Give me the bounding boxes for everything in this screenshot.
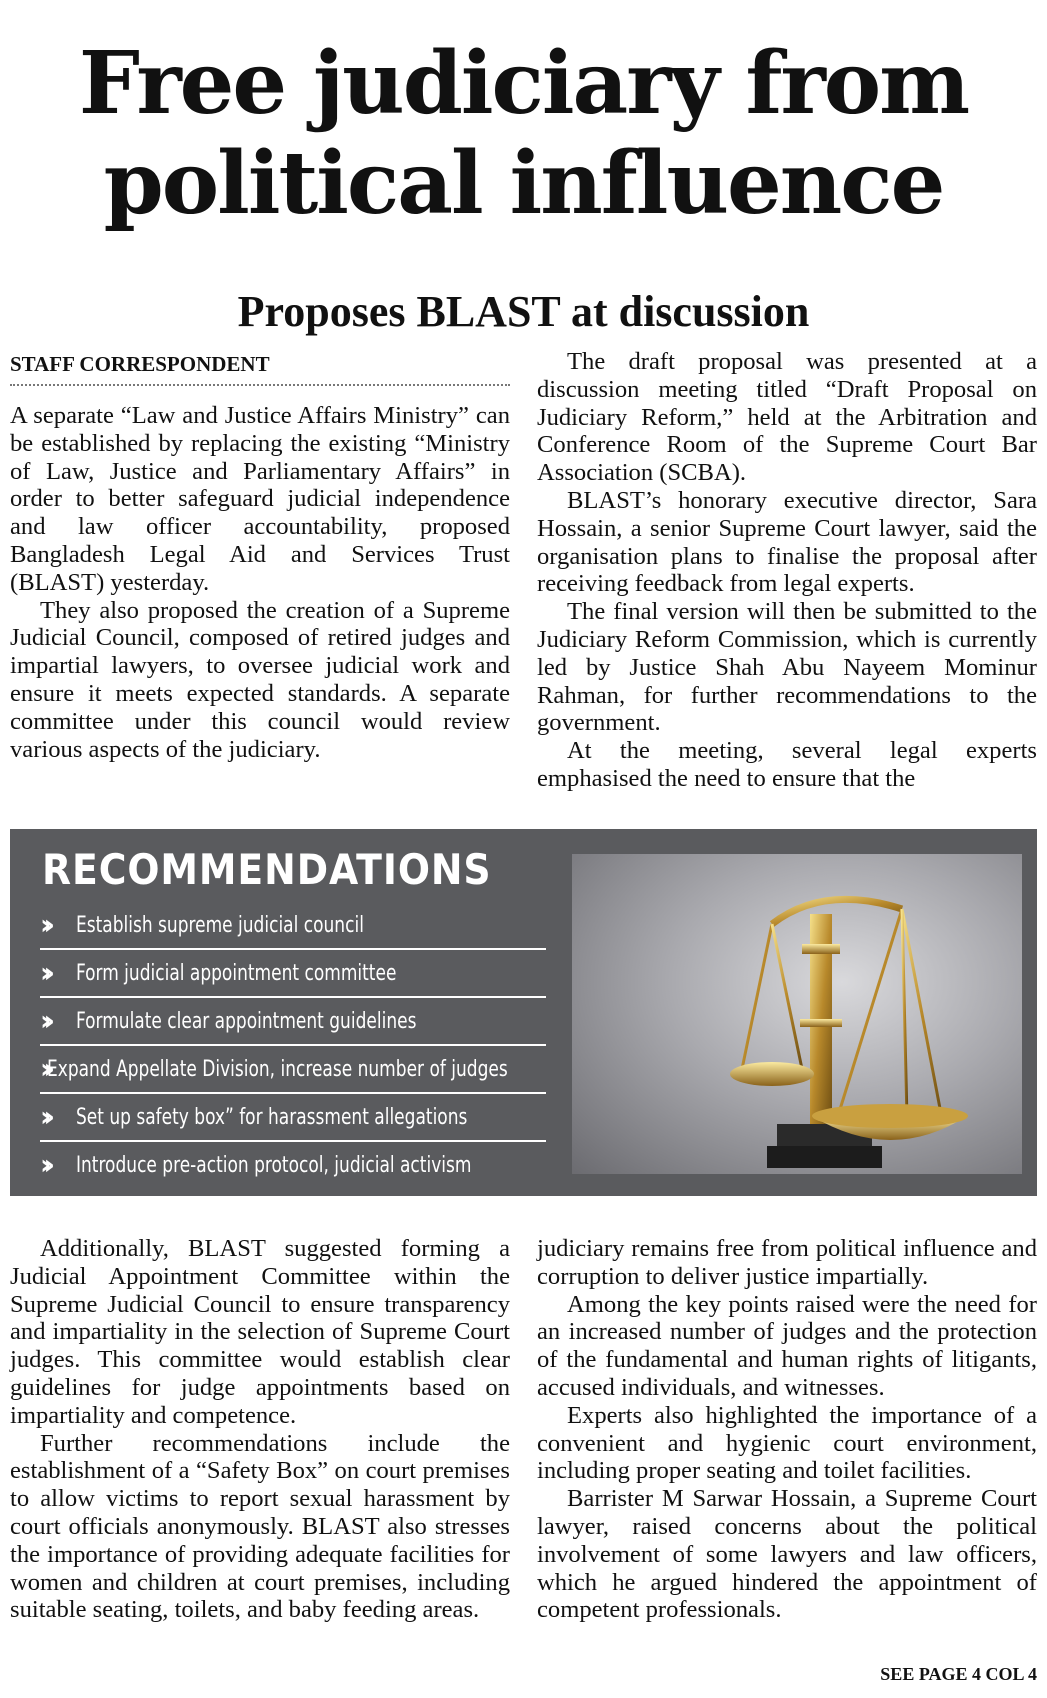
- double-chevron-right-icon: ››: [40, 956, 48, 989]
- scales-of-justice-icon: [572, 854, 1022, 1174]
- recommendation-text: Introduce pre-action protocol, judicial activism: [76, 1152, 472, 1178]
- recommendations-list: [40, 902, 546, 1188]
- recommendation-item: [40, 950, 546, 998]
- headline-line-2: political influence: [103, 133, 944, 234]
- recommendation-item: [40, 998, 546, 1046]
- paragraph: judiciary remains free from political influence and corruption to deliver justice impartially.: [537, 1235, 1037, 1290]
- byline: STAFF CORRESPONDENT: [10, 352, 510, 386]
- double-chevron-right-icon: ››: [40, 1004, 48, 1037]
- article-column-2: [537, 348, 1037, 793]
- recommendation-item: [40, 902, 546, 950]
- double-chevron-right-icon: ››: [40, 908, 48, 941]
- paragraph: Barrister M Sarwar Hossain, a Supreme Court lawyer, raised concerns about the political involvement of some lawyers and law officers, which he argued hindered the appointment of competent professionals.: [537, 1485, 1037, 1624]
- paragraph: Experts also highlighted the importance of a convenient and hygienic court environment, including proper seating and toilet facilities.: [537, 1401, 1037, 1485]
- paragraph: A separate “Law and Justice Affairs Ministry” can be established by replacing the existing “Ministry of Law, Justice and Parliamentary Affairs” in order to better safeguard judicial independence and law officer accountability, proposed Bangladesh Legal Aid and Services Trust (BLAST) yesterday.: [10, 402, 510, 596]
- double-chevron-right-icon: ››: [40, 1100, 48, 1133]
- recommendation-text: Expand Appellate Division, increase number of judges: [47, 1056, 508, 1082]
- recommendation-text: Set up safety box” for harassment allegations: [76, 1104, 468, 1130]
- article-column-3: [10, 1235, 510, 1624]
- recommendation-item: [40, 1142, 546, 1188]
- paragraph: The draft proposal was presented at a discussion meeting titled “Draft Proposal on Judiciary Reform,” held at the Arbitration and Conference Room of the Supreme Court Bar Association (SCBA).: [537, 348, 1037, 487]
- paragraph: Among the key points raised were the need for an increased number of judges and the protection of the fundamental and human rights of litigants, accused individuals, and witnesses.: [537, 1290, 1037, 1401]
- paragraph: They also proposed the creation of a Supreme Judicial Council, composed of retired judges and impartial lawyers, to oversee judicial work and ensure it meets expected standards. A separate committee under this council would review various aspects of the judiciary.: [10, 596, 510, 763]
- scales-of-justice-image: [572, 854, 1022, 1174]
- double-chevron-right-icon: ››: [40, 1148, 48, 1181]
- article-column-4: [537, 1235, 1037, 1624]
- paragraph: The final version will then be submitted to the Judiciary Reform Commission, which is currently led by Justice Shah Abu Nayeem Mominur Rahman, for further recommendations to the government.: [537, 598, 1037, 737]
- paragraph: Additionally, BLAST suggested forming a Judicial Appointment Committee within the Supreme Judicial Council to ensure transparency and impartiality in the selection of Supreme Court judges. This committee would establish clear guidelines for judge appointments based on impartiality and competence.: [10, 1235, 510, 1429]
- recommendation-text: Formulate clear appointment guidelines: [76, 1008, 417, 1034]
- subheadline: Proposes BLAST at discussion: [237, 287, 810, 336]
- headline-line-1: Free judiciary from: [78, 33, 969, 134]
- recommendations-box: [10, 829, 1037, 1196]
- recommendation-item: [40, 1046, 546, 1094]
- recommendation-text: Form judicial appointment committee: [76, 960, 397, 986]
- article-column-1: [10, 402, 510, 763]
- headline: [0, 34, 1047, 234]
- recommendation-item: [40, 1094, 546, 1142]
- paragraph: At the meeting, several legal experts emphasised the need to ensure that the: [537, 737, 1037, 792]
- paragraph: BLAST’s honorary executive director, Sara Hossain, a senior Supreme Court lawyer, said the organisation plans to finalise the proposal after receiving feedback from legal experts.: [537, 486, 1037, 598]
- recommendations-title: RECOMMENDATIONS: [42, 845, 492, 894]
- double-chevron-right-icon: ››: [40, 1052, 48, 1085]
- recommendation-text: Establish supreme judicial council: [76, 912, 364, 938]
- continuation-reference: SEE PAGE 4 COL 4: [880, 1664, 1037, 1684]
- paragraph: Further recommendations include the establishment of a “Safety Box” on court premises to allow victims to report sexual harassment by court officials anonymously. BLAST also stresses the importance of providing adequate facilities for women and children at court premises, including suitable seating, toilets, and baby feeding areas.: [10, 1429, 510, 1624]
